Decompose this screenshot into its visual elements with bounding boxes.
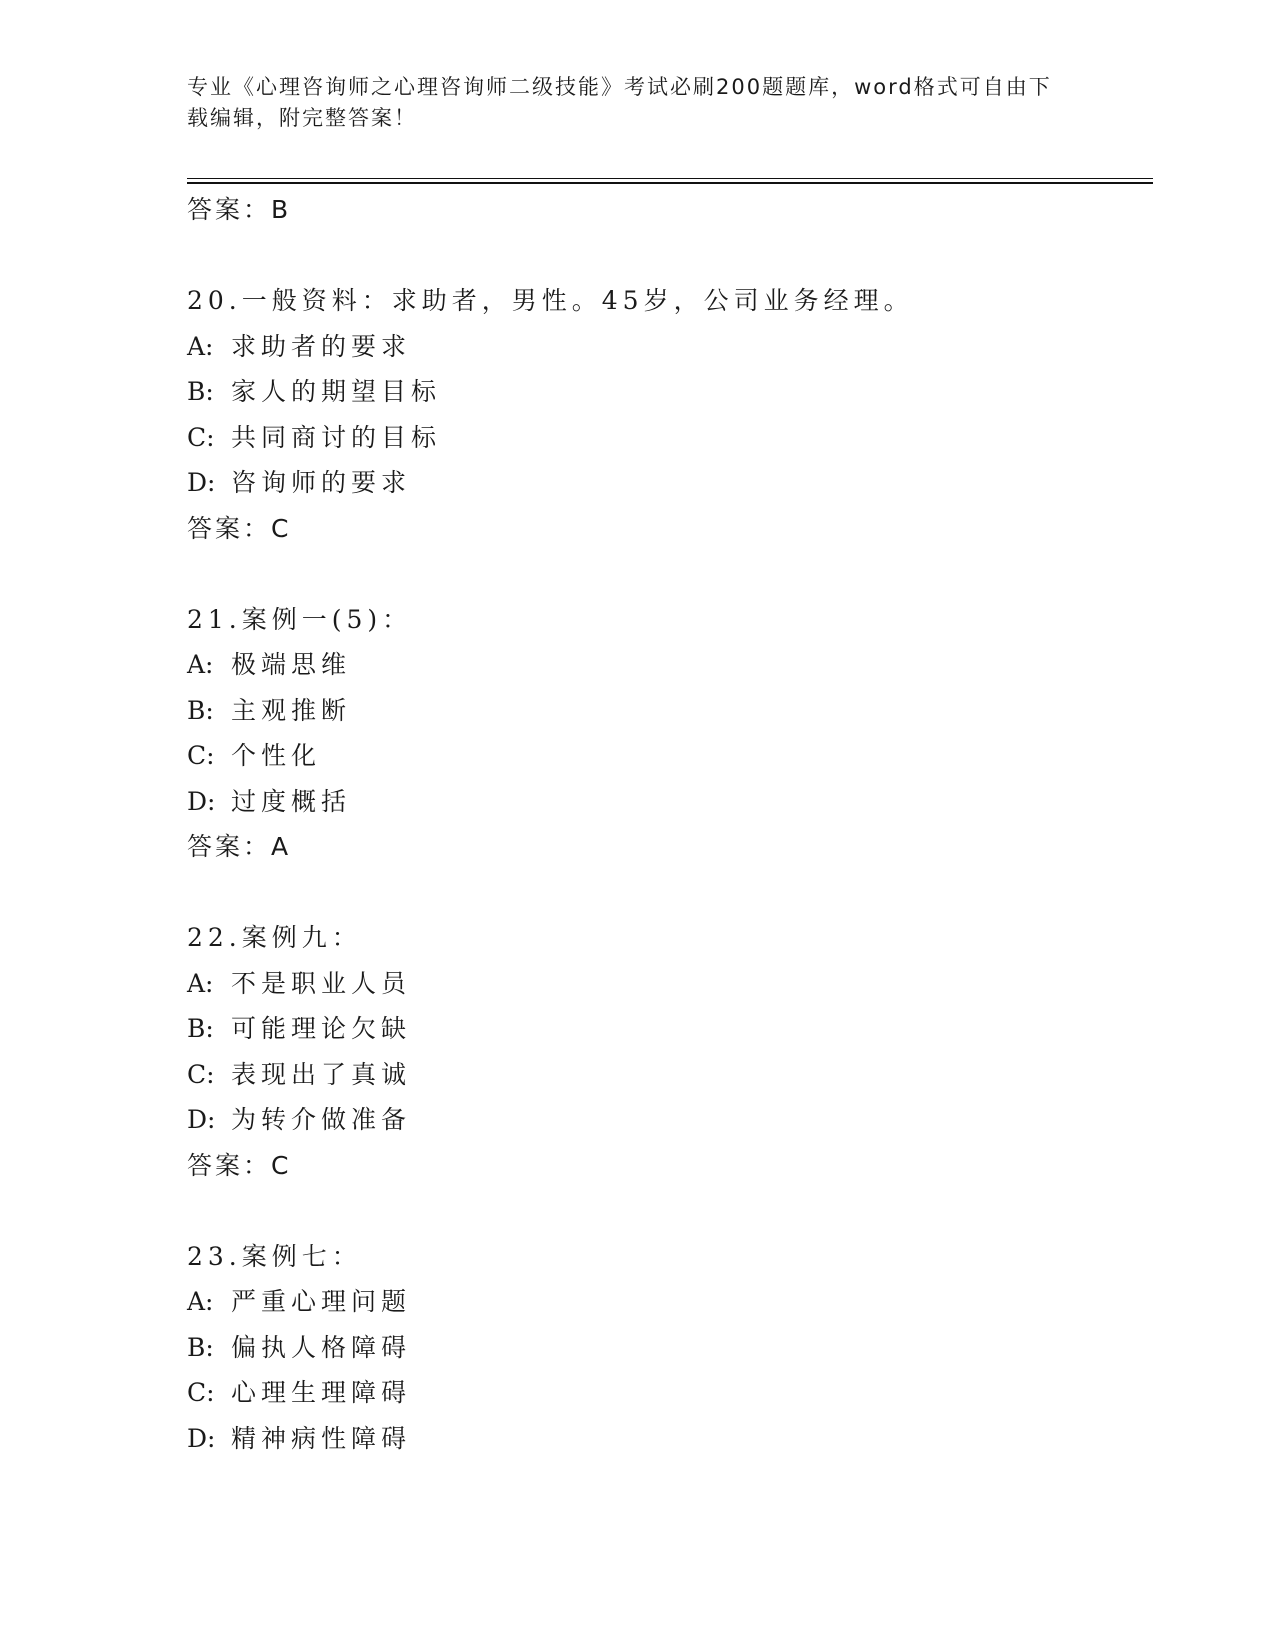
option-a xyxy=(187,642,1153,688)
option-a xyxy=(187,324,1153,370)
option-text: 家人的期望目标 xyxy=(231,377,442,406)
option-text: 过度概括 xyxy=(231,786,352,816)
option-letter: D: xyxy=(187,786,216,816)
option-text: 严重心理问题 xyxy=(231,1287,412,1316)
option-text: 为转介做准备 xyxy=(231,1105,412,1134)
option-letter: D: xyxy=(187,468,216,497)
option-text: 心理生理障碍 xyxy=(231,1378,412,1407)
option-text: 精神病性障碍 xyxy=(231,1423,412,1453)
question-list xyxy=(187,187,1153,1461)
answer-line: 答案：C xyxy=(187,513,292,543)
option-text: 求助者的要求 xyxy=(231,331,412,361)
question-stem: 21.案例一(5)： xyxy=(187,604,413,634)
option-letter: B: xyxy=(187,695,214,725)
question-block xyxy=(187,1234,1153,1462)
option-text: 偏执人格障碍 xyxy=(231,1332,412,1362)
option-letter: A: xyxy=(187,1287,214,1316)
option-b xyxy=(187,369,1153,415)
option-letter: C: xyxy=(187,741,215,770)
option-c xyxy=(187,415,1153,461)
option-b xyxy=(187,1325,1153,1371)
header-divider xyxy=(187,178,1153,179)
option-c xyxy=(187,1370,1153,1416)
option-text: 表现出了真诚 xyxy=(231,1059,412,1089)
option-d xyxy=(187,1097,1153,1143)
option-text: 咨询师的要求 xyxy=(231,468,412,497)
option-letter: A: xyxy=(187,650,214,679)
answer-line: 答案：B xyxy=(187,195,292,224)
option-letter: D: xyxy=(187,1105,216,1134)
option-text: 可能理论欠缺 xyxy=(231,1014,412,1043)
question-stem: 20.一般资料：求助者，男性。45岁，公司业务经理。 xyxy=(187,286,914,315)
option-text: 个性化 xyxy=(231,741,322,770)
option-d xyxy=(187,779,1153,825)
option-a xyxy=(187,961,1153,1007)
option-letter: B: xyxy=(187,1332,214,1362)
question-block xyxy=(187,278,1153,551)
option-text: 共同商讨的目标 xyxy=(231,422,442,452)
question-block xyxy=(187,597,1153,870)
question-stem: 22.案例九： xyxy=(187,923,362,952)
option-b xyxy=(187,688,1153,734)
option-text: 主观推断 xyxy=(231,695,352,725)
option-letter: C: xyxy=(187,422,215,452)
option-c xyxy=(187,733,1153,779)
option-letter: C: xyxy=(187,1059,215,1089)
option-d xyxy=(187,460,1153,506)
question-block xyxy=(187,915,1153,1188)
option-letter: C: xyxy=(187,1378,215,1407)
option-text: 不是职业人员 xyxy=(231,968,412,998)
option-letter: B: xyxy=(187,377,214,406)
option-letter: A: xyxy=(187,968,214,998)
option-letter: D: xyxy=(187,1423,216,1453)
answer-line: 答案：C xyxy=(187,1150,292,1180)
header-divider-bold xyxy=(187,182,1153,184)
option-b xyxy=(187,1006,1153,1052)
option-a xyxy=(187,1279,1153,1325)
option-c xyxy=(187,1052,1153,1098)
question-stem: 23.案例七： xyxy=(187,1241,362,1271)
option-text: 极端思维 xyxy=(231,650,352,679)
option-letter: A: xyxy=(187,331,214,361)
answer-line: 答案：A xyxy=(187,832,292,861)
option-letter: B: xyxy=(187,1014,214,1043)
document-header: 专业《心理咨询师之心理咨询师二级技能》考试必刷200题题库，word格式可自由下载编辑，附完整答案！ xyxy=(187,75,1052,130)
option-d xyxy=(187,1416,1153,1462)
